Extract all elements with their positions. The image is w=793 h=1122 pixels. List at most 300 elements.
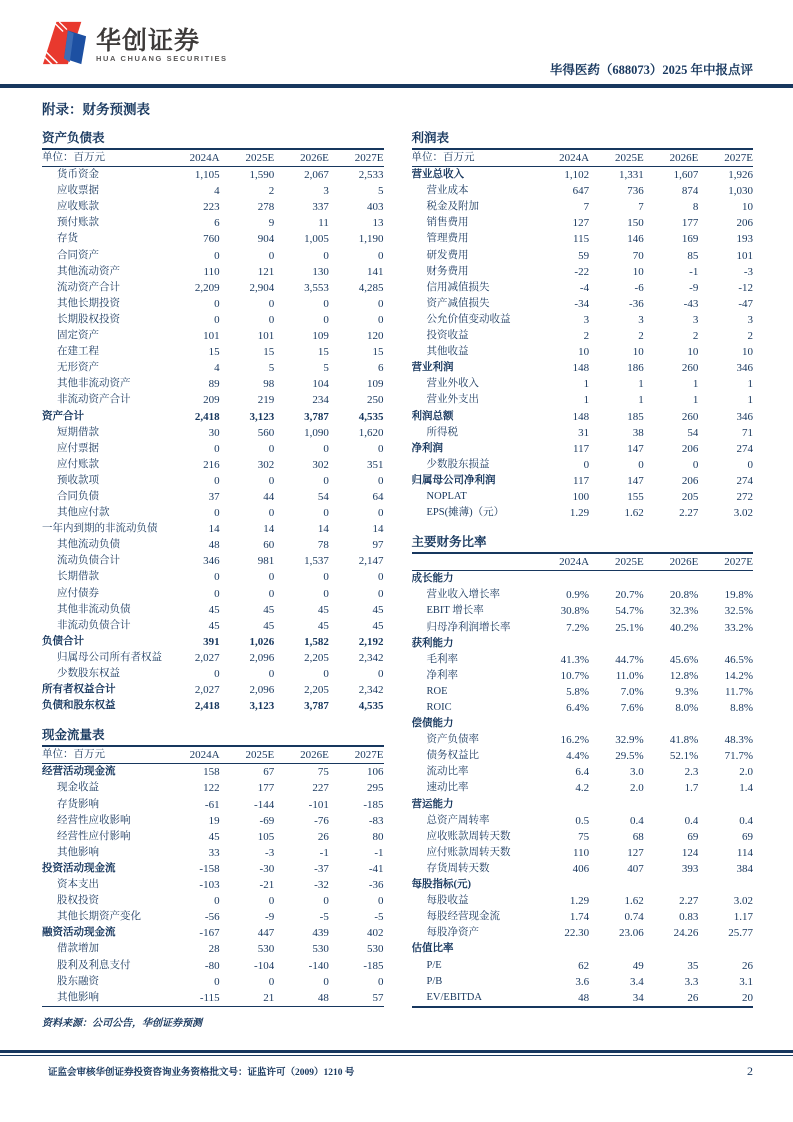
row-value: 0 bbox=[214, 587, 220, 600]
row-value bbox=[644, 571, 699, 588]
row-value: 33.2% bbox=[724, 621, 753, 634]
table-row bbox=[42, 861, 384, 877]
row-value: 4.2 bbox=[575, 782, 590, 795]
row-label: 合同负债 bbox=[57, 490, 99, 502]
year-column-header: 2027E bbox=[329, 747, 384, 764]
row-value: 0 bbox=[747, 458, 753, 471]
table-columns bbox=[42, 128, 753, 1029]
row-value: 101 bbox=[257, 330, 275, 343]
row-value: 1.62 bbox=[624, 507, 644, 520]
row-value: 0 bbox=[268, 975, 275, 988]
table-row bbox=[412, 668, 754, 684]
year-column-header: 2026E bbox=[274, 747, 329, 764]
row-value bbox=[534, 941, 589, 957]
table-row bbox=[412, 620, 754, 636]
row-value: 177 bbox=[257, 782, 275, 795]
row-value: 109 bbox=[367, 378, 384, 391]
row-value: -22 bbox=[574, 265, 590, 278]
table-row bbox=[42, 893, 384, 909]
row-label: 其他影响 bbox=[57, 846, 99, 858]
row-value bbox=[644, 877, 699, 893]
table-row bbox=[412, 296, 754, 312]
row-value bbox=[534, 877, 589, 893]
row-value: 14 bbox=[263, 523, 275, 536]
row-value: 62 bbox=[578, 959, 590, 972]
row-value: 45 bbox=[372, 619, 384, 632]
row-value: 760 bbox=[203, 233, 220, 246]
row-value: 439 bbox=[312, 927, 329, 940]
row-value: -34 bbox=[574, 297, 590, 310]
row-value: 2,418 bbox=[194, 700, 220, 713]
row-value: 7.0% bbox=[620, 685, 644, 698]
row-label: 流动资产合计 bbox=[57, 281, 120, 293]
table-row bbox=[42, 264, 384, 280]
row-value: 0.5 bbox=[575, 814, 590, 827]
row-value: 2.27 bbox=[679, 507, 699, 520]
table-row bbox=[42, 780, 384, 796]
row-label: EBIT 增长率 bbox=[426, 605, 484, 617]
row-value: 1,590 bbox=[249, 169, 275, 182]
row-value bbox=[534, 571, 589, 588]
row-value: 7.2% bbox=[566, 621, 590, 634]
row-value: 0 bbox=[214, 507, 220, 520]
row-label: 一年内到期的非流动负债 bbox=[42, 523, 158, 535]
row-label: 其他非流动资产 bbox=[57, 378, 131, 390]
table-row bbox=[42, 344, 384, 360]
row-label: 经营性应付影响 bbox=[57, 830, 131, 842]
row-value: 7 bbox=[583, 201, 590, 214]
row-value: 402 bbox=[367, 927, 384, 940]
row-label: 固定资产 bbox=[57, 330, 99, 342]
income-title: 利润表 bbox=[412, 128, 754, 150]
row-value: 158 bbox=[203, 766, 220, 779]
table-row bbox=[42, 618, 384, 634]
row-label: 估值比率 bbox=[411, 943, 454, 955]
row-label: 总资产周转率 bbox=[426, 814, 490, 826]
row-value: 110 bbox=[203, 265, 220, 278]
logo-cn-text: 华创证券 bbox=[96, 26, 201, 55]
row-value: 1 bbox=[692, 378, 699, 391]
row-value: 19.8% bbox=[724, 589, 753, 602]
table-row bbox=[412, 909, 754, 925]
row-value: 234 bbox=[312, 394, 329, 407]
row-value: -140 bbox=[308, 959, 329, 972]
row-value: 2 bbox=[692, 330, 699, 343]
table-row bbox=[42, 312, 384, 328]
table-row bbox=[412, 280, 754, 296]
row-value: 48 bbox=[274, 990, 329, 1007]
year-column-header: 2024A bbox=[165, 150, 220, 167]
row-value: 1 bbox=[747, 378, 753, 391]
row-label: 资产合计 bbox=[42, 410, 84, 422]
row-label: 其他影响 bbox=[42, 990, 165, 1007]
row-value: 67 bbox=[263, 766, 275, 779]
row-value: -144 bbox=[254, 798, 275, 811]
table-row bbox=[42, 489, 384, 505]
row-label: 资产负债率 bbox=[426, 734, 479, 746]
balance-title: 资产负债表 bbox=[42, 128, 384, 150]
row-value bbox=[589, 636, 644, 652]
row-value: 260 bbox=[681, 362, 699, 375]
table-row bbox=[42, 845, 384, 861]
row-value: 89 bbox=[208, 378, 220, 391]
row-value: 1,582 bbox=[304, 635, 329, 648]
row-value: 1,005 bbox=[304, 233, 329, 246]
row-label: 其他非流动负债 bbox=[57, 603, 131, 615]
table-row bbox=[412, 700, 754, 716]
row-label: 在建工程 bbox=[57, 346, 99, 358]
row-value: 0 bbox=[323, 895, 329, 908]
row-value: 4,535 bbox=[358, 700, 384, 713]
table-row bbox=[42, 909, 384, 925]
row-label: EPS(摊薄)（元） bbox=[426, 507, 505, 519]
row-value: 0 bbox=[378, 895, 384, 908]
table-row bbox=[42, 425, 384, 441]
row-value: 2 bbox=[638, 330, 644, 343]
row-value: 20.7% bbox=[615, 589, 644, 602]
row-value: 8.8% bbox=[730, 702, 753, 714]
table-row bbox=[412, 441, 754, 457]
row-value: 4,285 bbox=[358, 281, 384, 294]
row-value: 3,123 bbox=[249, 410, 275, 423]
row-value: 3,123 bbox=[249, 700, 275, 713]
row-value: 130 bbox=[312, 265, 329, 278]
table-row bbox=[412, 360, 754, 376]
row-label: 获利能力 bbox=[411, 637, 454, 649]
table-row bbox=[412, 684, 754, 700]
footer-rule bbox=[0, 1050, 793, 1056]
row-value: 122 bbox=[203, 782, 220, 795]
row-value: 393 bbox=[681, 862, 699, 875]
row-value: 45 bbox=[208, 830, 220, 843]
table-row bbox=[42, 457, 384, 473]
row-value bbox=[698, 797, 753, 813]
row-value: 49 bbox=[632, 959, 644, 972]
ratios-grid bbox=[412, 554, 754, 1008]
row-value: 560 bbox=[257, 426, 275, 439]
table-row bbox=[412, 376, 754, 392]
row-value: 124 bbox=[681, 846, 699, 859]
row-value: 0 bbox=[268, 474, 275, 487]
table-row bbox=[412, 603, 754, 619]
row-value: 8 bbox=[692, 201, 699, 214]
row-value: 1.4 bbox=[739, 782, 753, 795]
row-value: 60 bbox=[263, 539, 275, 552]
row-value: 104 bbox=[312, 378, 329, 391]
row-value: 1,331 bbox=[618, 169, 644, 182]
row-value: 155 bbox=[627, 490, 644, 503]
row-value: 34 bbox=[589, 990, 644, 1007]
table-row bbox=[42, 941, 384, 957]
row-value: 2.3 bbox=[684, 766, 699, 779]
row-value: 1 bbox=[638, 378, 644, 391]
income-grid bbox=[412, 150, 754, 521]
table-row bbox=[42, 602, 384, 618]
row-label: 成长能力 bbox=[411, 573, 454, 585]
row-label: P/B bbox=[426, 975, 443, 987]
row-value: 0 bbox=[323, 507, 329, 520]
row-value: 3.02 bbox=[733, 895, 753, 908]
row-value: 54 bbox=[317, 490, 329, 503]
row-label: 存货影响 bbox=[57, 798, 99, 810]
row-value: 0 bbox=[323, 442, 329, 455]
row-value: 3,787 bbox=[304, 700, 329, 713]
row-label: 净利润 bbox=[411, 442, 443, 454]
row-value: 64 bbox=[372, 490, 384, 503]
row-label: 税金及附加 bbox=[426, 201, 479, 213]
row-value: -56 bbox=[204, 911, 220, 924]
row-value: 0 bbox=[378, 442, 384, 455]
row-label: 管理费用 bbox=[426, 233, 469, 245]
row-value: 2,096 bbox=[249, 684, 275, 697]
row-label: 资本支出 bbox=[57, 879, 99, 891]
row-value: 1,090 bbox=[304, 426, 329, 439]
row-value: 97 bbox=[372, 539, 384, 552]
unit-label bbox=[412, 554, 535, 571]
row-value: 146 bbox=[627, 233, 644, 246]
row-value: 407 bbox=[627, 862, 644, 875]
row-label: 负债和股东权益 bbox=[42, 700, 116, 712]
row-value: 45 bbox=[208, 603, 220, 616]
row-value: 0 bbox=[268, 571, 275, 584]
row-value bbox=[644, 797, 699, 813]
row-value: 1 bbox=[638, 394, 644, 407]
row-value: 0 bbox=[638, 458, 644, 471]
row-label: 营业收入增长率 bbox=[426, 589, 500, 601]
table-row bbox=[42, 360, 384, 376]
header-rule bbox=[0, 84, 793, 88]
table-header-row bbox=[412, 150, 754, 167]
row-value: 52.1% bbox=[669, 750, 699, 763]
row-label: 所有者权益合计 bbox=[42, 684, 116, 696]
row-value bbox=[698, 571, 753, 588]
row-value: 205 bbox=[681, 490, 699, 503]
row-value: 46.5% bbox=[724, 653, 753, 666]
row-value: 0 bbox=[268, 297, 275, 310]
row-value: 0 bbox=[214, 668, 220, 680]
row-value: 2,096 bbox=[249, 651, 275, 664]
row-value: -47 bbox=[738, 297, 753, 310]
row-value: 2.27 bbox=[679, 895, 699, 908]
table-row bbox=[412, 652, 754, 668]
row-value: 6 bbox=[378, 362, 384, 375]
table-row bbox=[412, 344, 754, 360]
table-row bbox=[412, 457, 754, 473]
row-value: 1,026 bbox=[249, 635, 275, 648]
row-value: 4 bbox=[214, 362, 220, 375]
table-row bbox=[42, 586, 384, 602]
row-label: 归母净利润增长率 bbox=[426, 621, 511, 633]
row-value: 121 bbox=[257, 265, 275, 278]
row-label: 应付债券 bbox=[57, 587, 99, 599]
row-value: 14 bbox=[317, 523, 329, 536]
row-value: 5 bbox=[268, 362, 275, 375]
row-value: 32.9% bbox=[615, 734, 644, 747]
row-label: 经营性应收影响 bbox=[57, 814, 131, 826]
row-value: 0 bbox=[214, 474, 220, 487]
row-value: -1 bbox=[689, 265, 699, 278]
table-row bbox=[42, 764, 384, 781]
table-row bbox=[412, 990, 754, 1007]
row-label: 归属母公司所有者权益 bbox=[57, 651, 162, 663]
row-label: 偿债能力 bbox=[411, 718, 454, 730]
row-value: 26 bbox=[317, 830, 329, 843]
row-value: -167 bbox=[199, 927, 220, 940]
row-value: 272 bbox=[736, 490, 753, 503]
table-row bbox=[412, 764, 754, 780]
row-label: NOPLAT bbox=[426, 490, 467, 502]
row-label: 存货 bbox=[57, 233, 78, 245]
row-value: 0 bbox=[378, 587, 384, 600]
table-row bbox=[42, 958, 384, 974]
row-value: 12.8% bbox=[669, 669, 699, 682]
row-value: 5 bbox=[323, 362, 329, 375]
table-row bbox=[42, 280, 384, 296]
row-label: 应付账款 bbox=[57, 458, 99, 470]
row-value: 68 bbox=[632, 830, 644, 843]
row-value bbox=[644, 941, 699, 957]
row-value: 57 bbox=[329, 990, 384, 1007]
row-value: 9.3% bbox=[675, 685, 699, 698]
table-row bbox=[412, 893, 754, 909]
row-label: 长期借款 bbox=[57, 571, 99, 583]
row-value: -1 bbox=[319, 846, 329, 859]
row-value: 32.5% bbox=[724, 605, 753, 618]
unit-label: 单位：百万元 bbox=[42, 747, 165, 764]
year-column-header: 2025E bbox=[589, 554, 644, 571]
row-label: 每股净资产 bbox=[426, 927, 479, 939]
table-row bbox=[42, 392, 384, 408]
table-row bbox=[412, 183, 754, 199]
row-value: 346 bbox=[736, 410, 753, 423]
row-label: 短期借款 bbox=[57, 426, 99, 438]
table-row bbox=[42, 698, 384, 714]
row-value: -32 bbox=[314, 879, 329, 892]
row-value: 110 bbox=[572, 846, 590, 859]
row-value: 6.4% bbox=[566, 702, 590, 714]
page-number: 2 bbox=[747, 1064, 753, 1078]
row-value: 2,192 bbox=[358, 635, 384, 648]
unit-label: 单位：百万元 bbox=[42, 150, 165, 167]
unit-label: 单位：百万元 bbox=[412, 150, 535, 167]
row-label: 信用减值损失 bbox=[426, 281, 490, 293]
row-value: 0.4 bbox=[684, 814, 699, 827]
row-value: 44.7% bbox=[615, 653, 644, 666]
row-value: 1 bbox=[747, 394, 753, 407]
row-value: 6 bbox=[214, 217, 220, 230]
table-row bbox=[412, 425, 754, 441]
row-value: 447 bbox=[257, 927, 275, 940]
row-value: -9 bbox=[689, 281, 699, 294]
row-value: 3 bbox=[583, 313, 590, 326]
row-label: 每股收益 bbox=[426, 895, 469, 907]
row-value: 0 bbox=[378, 571, 384, 584]
row-value: -6 bbox=[634, 281, 644, 294]
row-value: 2,209 bbox=[194, 281, 220, 294]
row-value: 260 bbox=[681, 410, 699, 423]
row-value: 6.4 bbox=[575, 766, 590, 779]
row-value: 29.5% bbox=[615, 750, 644, 763]
row-value: 3.6 bbox=[575, 975, 590, 988]
row-value: 69 bbox=[687, 830, 699, 843]
table-row bbox=[412, 780, 754, 796]
appendix-title: 附录：财务预测表 bbox=[42, 102, 150, 117]
row-value: 0 bbox=[323, 668, 329, 680]
row-value: 2,027 bbox=[194, 651, 220, 664]
row-value: 98 bbox=[263, 378, 275, 391]
row-value: 337 bbox=[312, 201, 329, 214]
row-value: -76 bbox=[314, 814, 329, 827]
row-value: 530 bbox=[312, 943, 329, 956]
row-value: 530 bbox=[367, 943, 384, 956]
row-value: 41.3% bbox=[560, 653, 590, 666]
row-value: 2,533 bbox=[358, 169, 384, 182]
row-value: 193 bbox=[736, 233, 753, 246]
row-value: 85 bbox=[687, 249, 699, 262]
row-value: 45 bbox=[263, 619, 275, 632]
row-value: 0 bbox=[323, 313, 329, 326]
row-value: 5.8% bbox=[566, 685, 590, 698]
row-value: 10 bbox=[632, 346, 644, 359]
report-title: 毕得医药（688073）2025 年中报点评 bbox=[549, 63, 753, 77]
row-value: 31 bbox=[578, 426, 590, 439]
row-value: 109 bbox=[312, 330, 329, 343]
table-row bbox=[42, 990, 384, 1007]
row-value: 1,537 bbox=[304, 555, 329, 568]
row-value: -69 bbox=[259, 814, 275, 827]
row-value: 45 bbox=[372, 603, 384, 616]
row-value: -158 bbox=[199, 862, 220, 875]
row-value bbox=[644, 636, 699, 652]
table-row bbox=[412, 813, 754, 829]
row-label: 无形资产 bbox=[57, 362, 99, 374]
row-label: 营业总收入 bbox=[411, 169, 464, 181]
table-row bbox=[42, 537, 384, 553]
row-value: 41.8% bbox=[669, 734, 699, 747]
row-value: 2 bbox=[747, 330, 753, 343]
row-value: 141 bbox=[367, 265, 384, 278]
table-header-row bbox=[42, 747, 384, 764]
row-value bbox=[698, 877, 753, 893]
year-column-header: 2026E bbox=[644, 150, 699, 167]
row-value: 406 bbox=[572, 862, 590, 875]
row-label: 预收款项 bbox=[57, 474, 99, 486]
row-value: 1 bbox=[583, 378, 590, 391]
table-row bbox=[42, 521, 384, 537]
row-value: 274 bbox=[736, 474, 753, 487]
row-value: -36 bbox=[629, 297, 644, 310]
table-row bbox=[42, 473, 384, 489]
row-value: -9 bbox=[265, 911, 275, 924]
row-value: 1.74 bbox=[569, 911, 590, 924]
row-value: 1,030 bbox=[728, 185, 753, 198]
row-value: 177 bbox=[681, 217, 699, 230]
row-value: 2.0 bbox=[629, 782, 644, 795]
row-label: 股利及利息支付 bbox=[57, 959, 131, 971]
row-value: 24.26 bbox=[673, 927, 699, 940]
table-row bbox=[42, 682, 384, 698]
row-value: 1,102 bbox=[564, 169, 590, 182]
row-label: 应付账款周转天数 bbox=[426, 846, 511, 858]
row-value: 2,027 bbox=[194, 684, 220, 697]
row-value: 0.4 bbox=[739, 814, 753, 827]
table-row bbox=[412, 199, 754, 215]
row-value bbox=[589, 716, 644, 732]
row-value: 11.0% bbox=[615, 669, 644, 682]
table-row bbox=[412, 409, 754, 425]
row-value bbox=[698, 716, 753, 732]
row-value: 1.29 bbox=[569, 507, 590, 520]
